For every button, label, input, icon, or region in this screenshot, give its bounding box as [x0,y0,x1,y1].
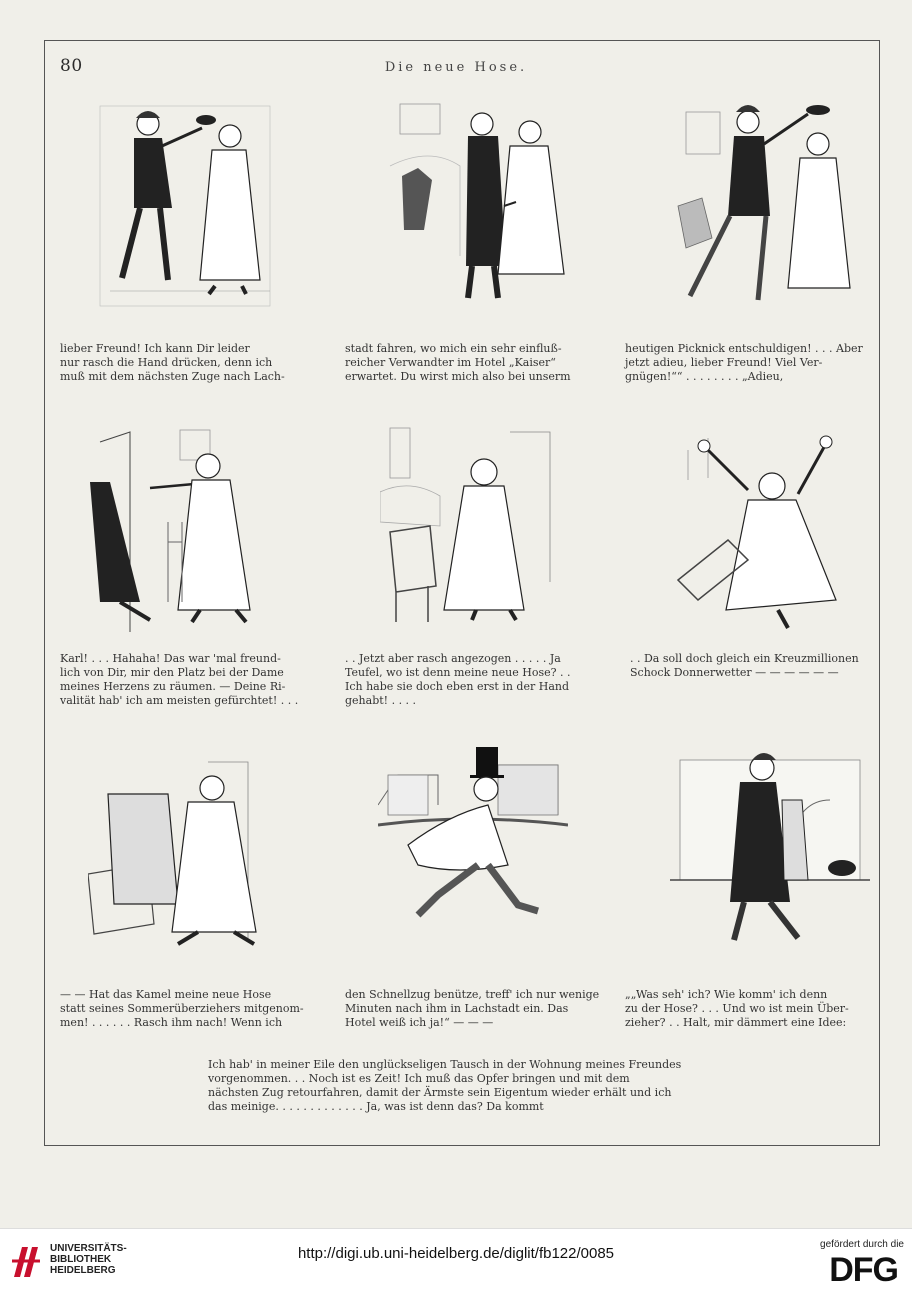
caption-line: Schock Donnerwetter — — — — — — [630,666,839,679]
panel-1-illustration [90,96,280,311]
panel-6-illustration [668,430,873,635]
panel-3-illustration [668,96,868,316]
closing-line: Ich hab' in meiner Eile den unglückseligen Tausch in der Wohnung meines Freundes [208,1058,682,1071]
panel-7-illustration [88,754,268,959]
thinking-man-icon [380,422,570,637]
caption-line: — — Hat das Kamel meine neue Hose [60,988,272,1001]
panel-8-illustration [378,745,568,940]
caption-line: Minuten nach ihm in Lachstadt ein. Das [345,1002,569,1015]
caption-line: stadt fahren, wo mich ein sehr einfluß- [345,342,562,355]
caption-line: meines Herzens zu räumen. — Deine Ri- [60,680,286,693]
caption-line: zu der Hose? . . . Und wo ist mein Über- [625,1002,849,1015]
two-men-greeting-icon [90,96,280,311]
holding-coat-icon [88,754,268,959]
farewell-wave-icon [668,96,868,316]
caption-line: . . Jetzt aber rasch angezogen . . . . . Ja [345,652,561,665]
stumbling-man-icon [668,430,873,635]
caption-7 [60,988,316,1030]
caption-line: Teufel, wo ist denn meine neue Hose? . . [345,666,571,679]
caption-9 [625,988,877,1030]
caption-line: lich von Dir, mir den Platz bei der Dame [60,666,284,679]
dfg-logo[interactable]: DFG [829,1251,898,1289]
caption-line: lieber Freund! Ich kann Dir leider [60,342,250,355]
caption-4 [60,652,320,708]
caption-line: den Schnellzug benütze, treff' ich nur wenige [345,988,600,1001]
viewer-footer [0,1228,912,1294]
caption-line: Karl! . . . Hahaha! Das war 'mal freund- [60,652,281,665]
panel-9-illustration [670,740,870,950]
panel-2-illustration [380,96,580,311]
caption-5 [345,652,605,708]
library-name-line: UNIVERSITÄTS- [50,1243,127,1254]
library-name-line: BIBLIOTHEK [50,1254,112,1265]
caption-line: . . Da soll doch gleich ein Kreuzmillionen [630,652,859,665]
running-man-icon [378,745,568,940]
library-name-line: HEIDELBERG [50,1265,116,1276]
door-exit-icon [90,422,285,637]
caption-line: valität hab' ich am meisten gefürchtet! . . . [60,694,299,707]
caption-line: statt seines Sommerüberziehers mitgenom- [60,1002,304,1015]
closing-paragraph [208,1058,681,1114]
permalink-url[interactable]: http://digi.ub.uni-heidelberg.de/diglit/fb122/0085 [297,1245,615,1262]
caption-8 [345,988,601,1030]
caption-line: reicher Verwandter im Hotel „Kaiser“ [345,356,556,369]
page-number: 80 [60,56,83,76]
caption-line: jetzt adieu, lieber Freund! Viel Ver- [625,356,823,369]
caption-line: men! . . . . . . Rasch ihm nach! Wenn ich [60,1016,283,1029]
funded-by-label: gefördert durch die [820,1239,904,1250]
caption-line: muß mit dem nächsten Zuge nach Lach- [60,370,285,383]
page-title: Die neue Hose. [384,60,528,75]
caption-1 [60,342,308,384]
caption-line: gehabt! . . . . [345,694,417,707]
panel-5-illustration [380,422,570,637]
caption-line: Ich habe sie doch eben erst in der Hand [345,680,570,693]
closing-line: vorgenommen. . . Noch ist es Zeit! Ich muß das Opfer bringen und mit dem [208,1072,630,1085]
caption-line: Hotel weiß ich ja!“ — — — [345,1016,494,1029]
closing-line: das meinige. . . . . . . . . . . . . Ja, was ist denn das? Da kommt [208,1100,544,1113]
caption-line: gnügen!““ . . . . . . . . „Adieu, [625,370,784,383]
caption-line: heutigen Picknick entschuldigen! . . . Aber [625,342,863,355]
handshake-icon [380,96,580,311]
panel-4-illustration [90,422,285,637]
caption-line: „„Was seh' ich? Wie komm' ich denn [625,988,828,1001]
caption-line: zieher? . . Halt, mir dämmert eine Idee: [625,1016,847,1029]
man-holding-trousers-icon [670,740,870,950]
closing-line: nächsten Zug retourfahren, damit der Ärmste sein Eigentum wieder erhält und ich [208,1086,672,1099]
caption-line: erwartet. Du wirst mich also bei unserm [345,370,571,383]
caption-line: nur rasch die Hand drücken, denn ich [60,356,273,369]
caption-3 [625,342,875,384]
caption-6 [630,652,880,680]
caption-2 [345,342,595,384]
